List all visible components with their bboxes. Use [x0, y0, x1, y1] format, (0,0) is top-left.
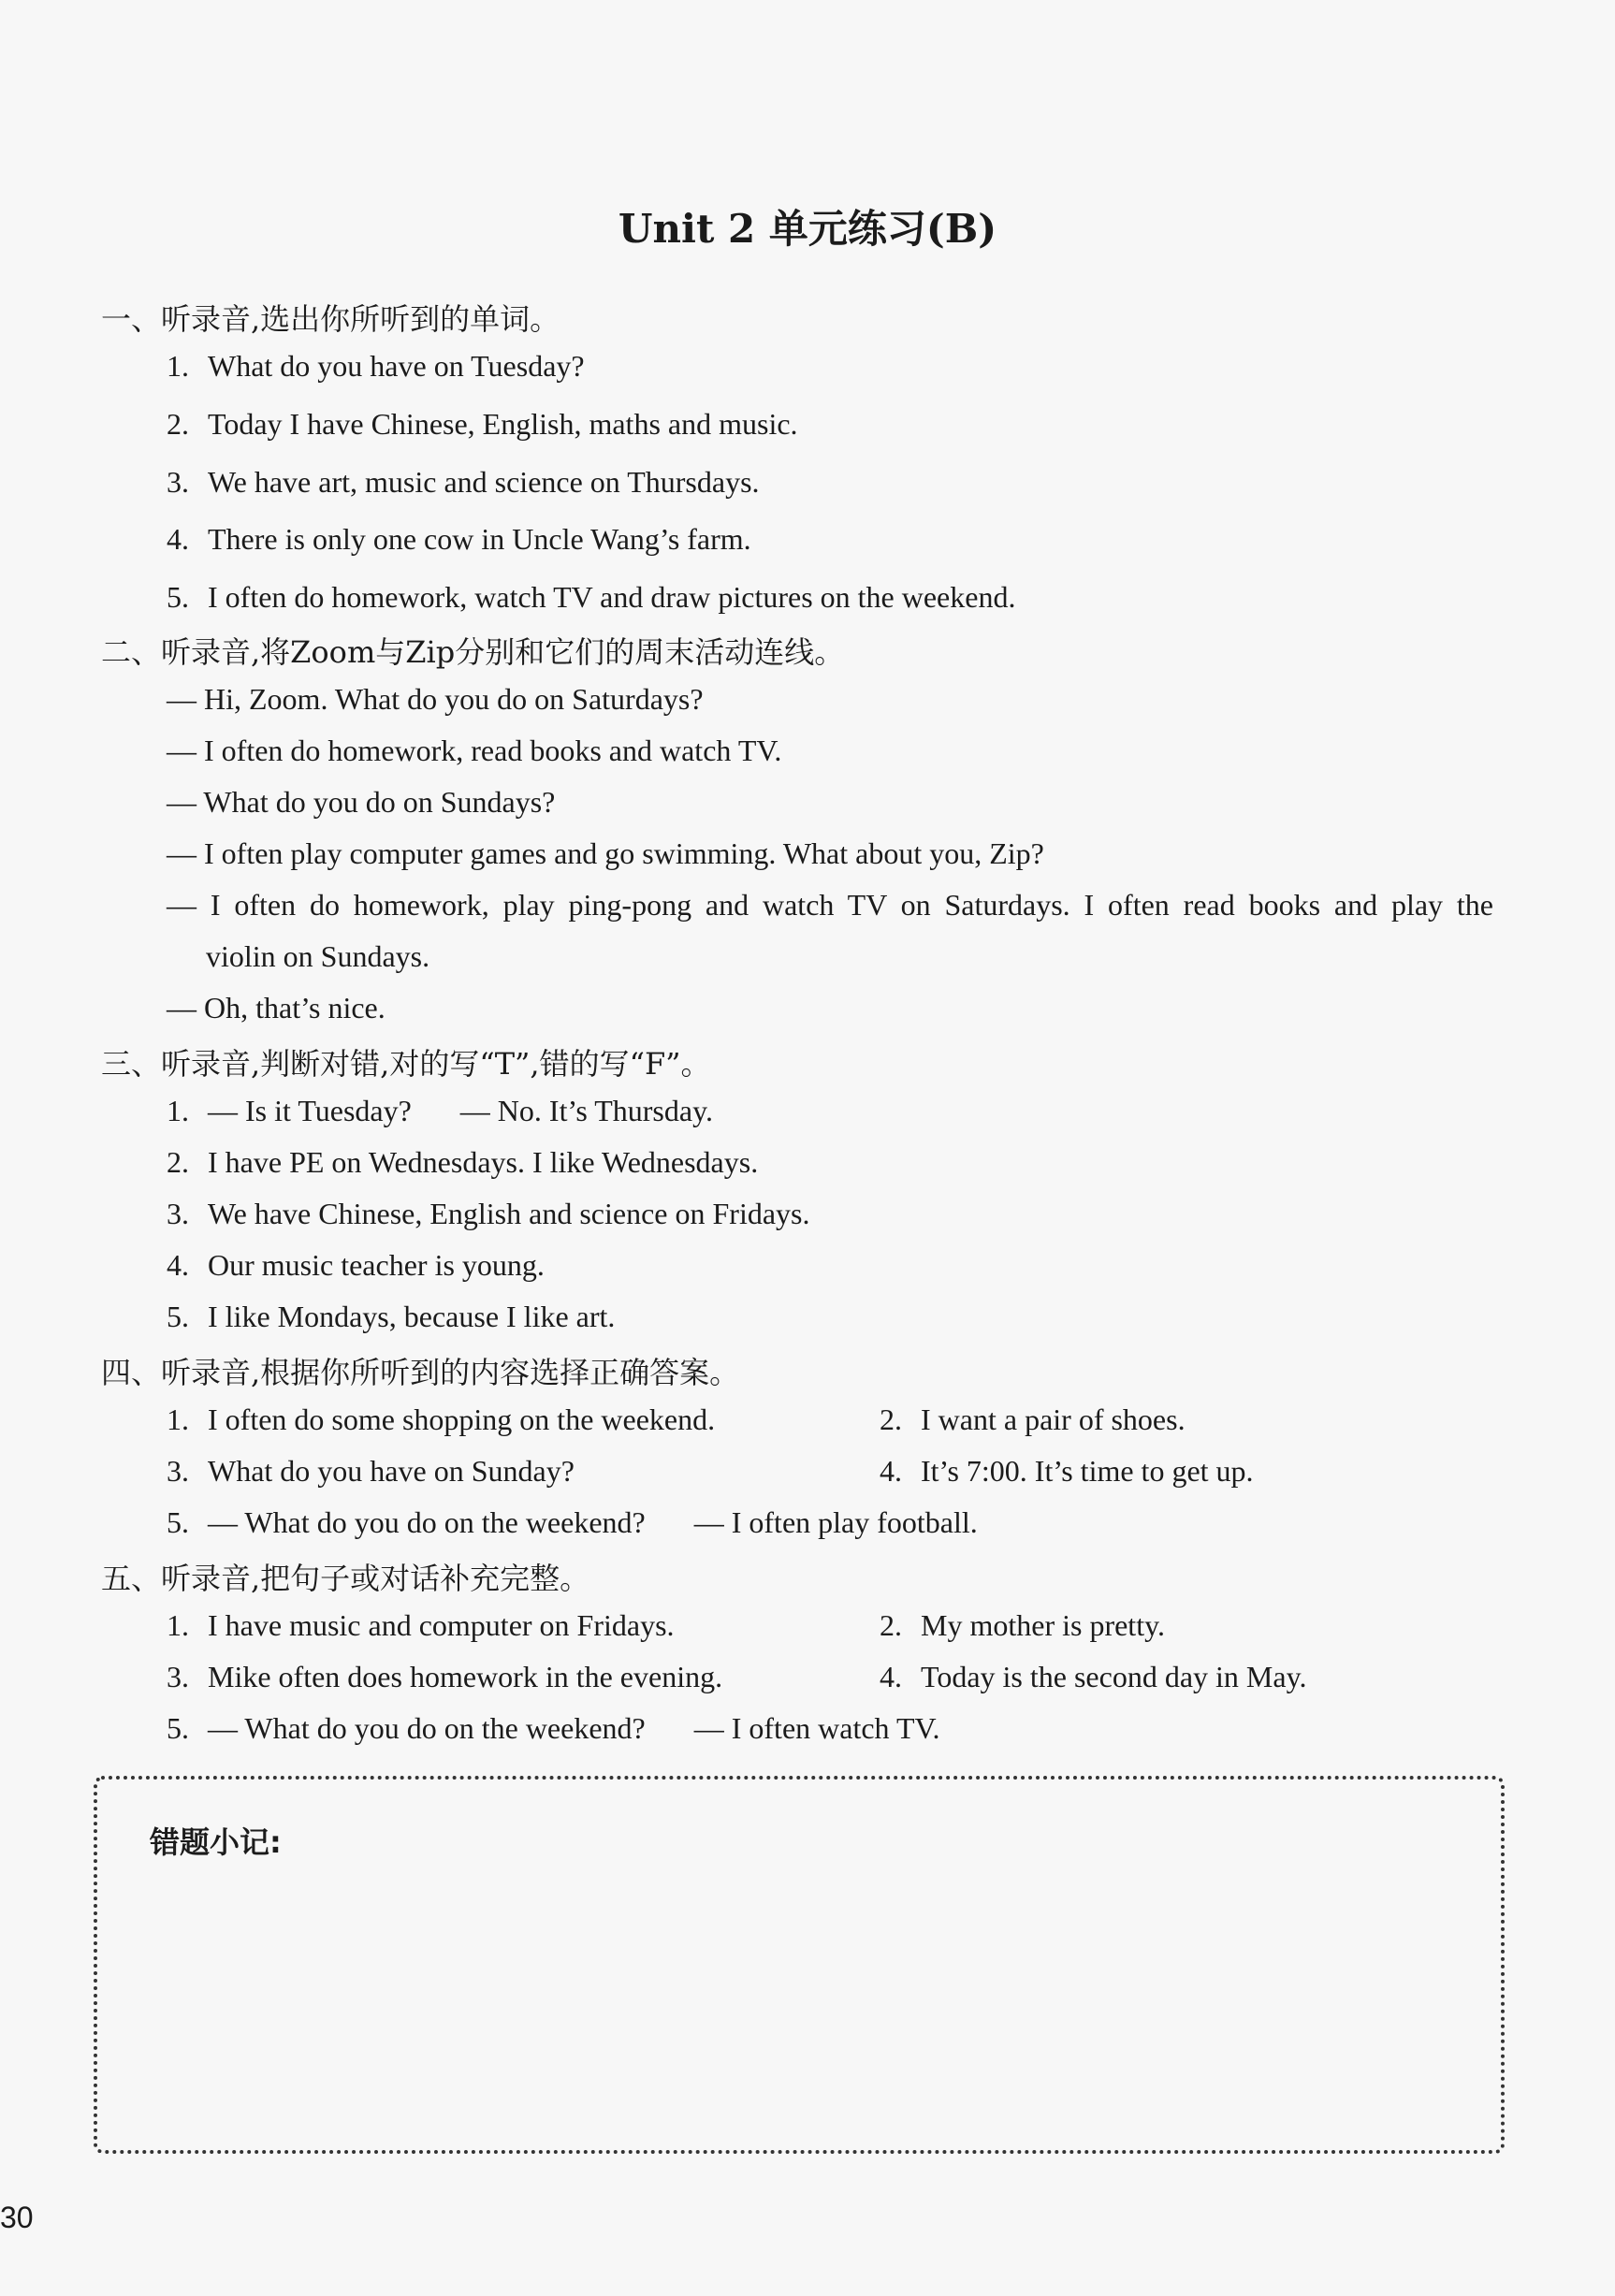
s1-item-1: 1. What do you have on Tuesday?: [167, 349, 585, 383]
s4-item-2: 2. I want a pair of shoes.: [880, 1402, 1186, 1436]
s1-item-2: 2. Today I have Chinese, English, maths and music.: [167, 407, 798, 441]
section-3-heading: 三、听录音,判断对错,对的写“T”,错的写“F”。: [101, 1046, 711, 1082]
s2-dialogue-6: violin on Sundays.: [206, 939, 430, 973]
s2-dialogue-1: — Hi, Zoom. What do you do on Saturdays?: [167, 682, 704, 716]
s1-item-4: 4. There is only one cow in Uncle Wang’s farm.: [167, 522, 751, 556]
s2-dialogue-4: — I often play computer games and go swimming. What about you, Zip?: [167, 836, 1044, 870]
s5-item-2: 2. My mother is pretty.: [880, 1608, 1165, 1642]
mistake-notes-box: [94, 1776, 1505, 2154]
s2-dialogue-2: — I often do homework, read books and watch TV.: [167, 734, 782, 767]
mistake-notes-title: 错题小记:: [150, 1824, 282, 1860]
s3-item-1: 1. — Is it Tuesday? — No. It’s Thursday.: [167, 1094, 713, 1127]
s4-item-4: 4. It’s 7:00. It’s time to get up.: [880, 1454, 1254, 1488]
section-4-heading: 四、听录音,根据你所听到的内容选择正确答案。: [101, 1355, 740, 1390]
s4-item-5: 5. — What do you do on the weekend? — I often play football.: [167, 1505, 978, 1539]
s4-item-3: 3. What do you have on Sunday?: [167, 1454, 575, 1488]
s3-item-2: 2. I have PE on Wednesdays. I like Wednesdays.: [167, 1145, 759, 1179]
s3-item-5: 5. I like Mondays, because I like art.: [167, 1300, 616, 1333]
s5-item-5: 5. — What do you do on the weekend? — I often watch TV.: [167, 1711, 940, 1745]
s3-item-4: 4. Our music teacher is young.: [167, 1248, 545, 1282]
section-2-heading: 二、听录音,将Zoom与Zip分别和它们的周末活动连线。: [101, 634, 845, 670]
s1-item-5: 5. I often do homework, watch TV and draw pictures on the weekend.: [167, 580, 1016, 614]
s4-item-1: 1. I often do some shopping on the weekend.: [167, 1402, 716, 1436]
s5-item-1: 1. I have music and computer on Fridays.: [167, 1608, 675, 1642]
s5-item-4: 4. Today is the second day in May.: [880, 1660, 1307, 1693]
section-1-heading: 一、听录音,选出你所听到的单词。: [101, 301, 560, 337]
s5-item-3: 3. Mike often does homework in the evening.: [167, 1660, 723, 1693]
s1-item-3: 3. We have art, music and science on Thursdays.: [167, 465, 760, 499]
s2-dialogue-5: — I often do homework, play ping-pong and watch TV on Saturdays. I often read books and play the: [167, 888, 1493, 922]
page-number: 30: [0, 2201, 34, 2234]
s3-item-3: 3. We have Chinese, English and science on Fridays.: [167, 1197, 810, 1230]
page-title: Unit 2 单元练习(B): [618, 206, 997, 252]
section-5-heading: 五、听录音,把句子或对话补充完整。: [101, 1561, 590, 1596]
s2-dialogue-7: — Oh, that’s nice.: [167, 991, 386, 1024]
s2-dialogue-3: — What do you do on Sundays?: [167, 785, 556, 819]
